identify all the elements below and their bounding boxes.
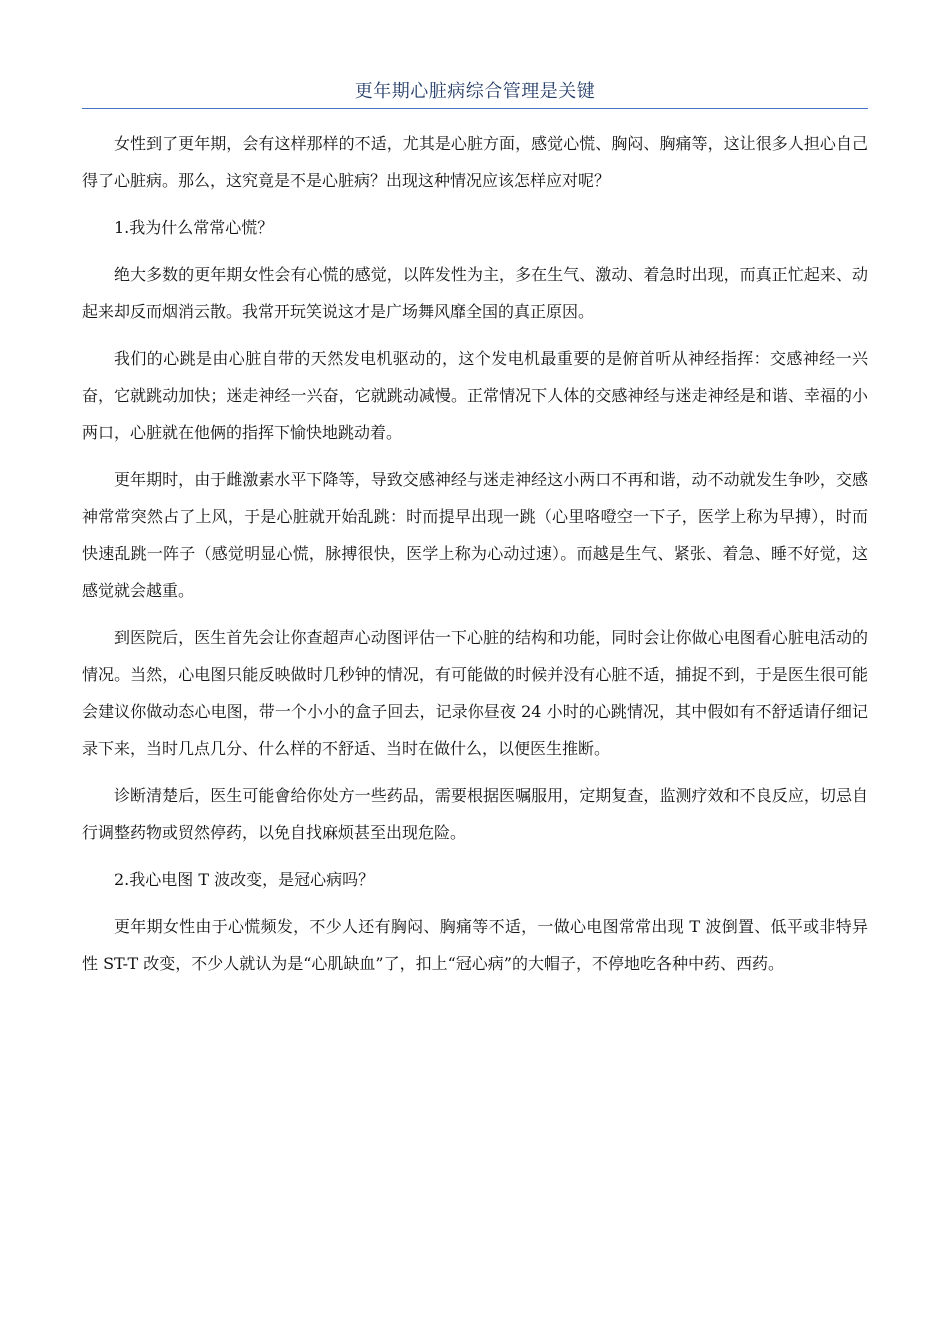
paragraph: 绝大多数的更年期女性会有心慌的感觉，以阵发性为主，多在生气、激动、着急时出现，而真正忙起来、动起来却反而烟消云散。我常开玩笑说这才是广场舞风靡全国的真正原因。 [82,265,868,321]
document-body [82,125,868,982]
paragraph: 更年期女性由于心慌频发，不少人还有胸闷、胸痛等不适，一做心电图常常出现 T 波倒置、低平或非特异性 ST-T 改变，不少人就认为是“心肌缺血”了，扣上“冠心病”的大帽子，不停地吃各种中药、西药。 [82,917,868,973]
document-title: 更年期心脏病综合管理是关键 [354,81,596,102]
paragraph: 诊断清楚后，医生可能會给你处方一些药品，需要根据医嘱服用，定期复查，监测疗效和不良反应，切忌自行调整药物或贸然停药，以免自找麻烦甚至出现危险。 [82,786,868,842]
paragraph: 更年期时，由于雌激素水平下降等，导致交感神经与迷走神经这小两口不再和谐，动不动就发生争吵，交感神常常突然占了上风，于是心脏就开始乱跳：时而提早出现一跳（心里咯噔空一下子，医学上称为早搏），时而快速乱跳一阵子（感觉明显心慌，脉搏很快，医学上称为心动过速）。而越是生气、紧张、着急、睡不好觉，这感觉就会越重。 [82,470,868,600]
paragraph-intro: 女性到了更年期，会有这样那样的不适，尤其是心脏方面，感觉心慌、胸闷、胸痛等，这让很多人担心自己得了心脏病。那么，这究竟是不是心脏病？出现这种情况应该怎样应对呢？ [82,134,868,190]
section-heading-1: 1.我为什么常常心慌？ [114,218,274,237]
paragraph: 到医院后，医生首先会让你查超声心动图评估一下心脏的结构和功能，同时会让你做心电图看心脏电活动的情况。当然，心电图只能反映做时几秒钟的情况，有可能做的时候并没有心脏不适，捕捉不到，于是医生很可能会建议你做动态心电图，带一个小小的盒子回去，记录你昼夜 24 小时的心跳情况，其中假如有不舒适请仔细记录下来，当时几点几分、什么样的不舒适、当时在做什么，以便医生推断。 [82,628,868,758]
title-underline [82,108,868,109]
section-heading-2: 2.我心电图 T 波改变，是冠心病吗？ [114,870,375,889]
document-page [82,78,868,992]
paragraph: 我们的心跳是由心脏自带的天然发电机驱动的，这个发电机最重要的是俯首听从神经指挥：交感神经一兴奋，它就跳动加快；迷走神经一兴奋，它就跳动减慢。正常情况下人体的交感神经与迷走神经是和谐、幸福的小两口，心脏就在他俩的指挥下愉快地跳动着。 [82,349,868,442]
